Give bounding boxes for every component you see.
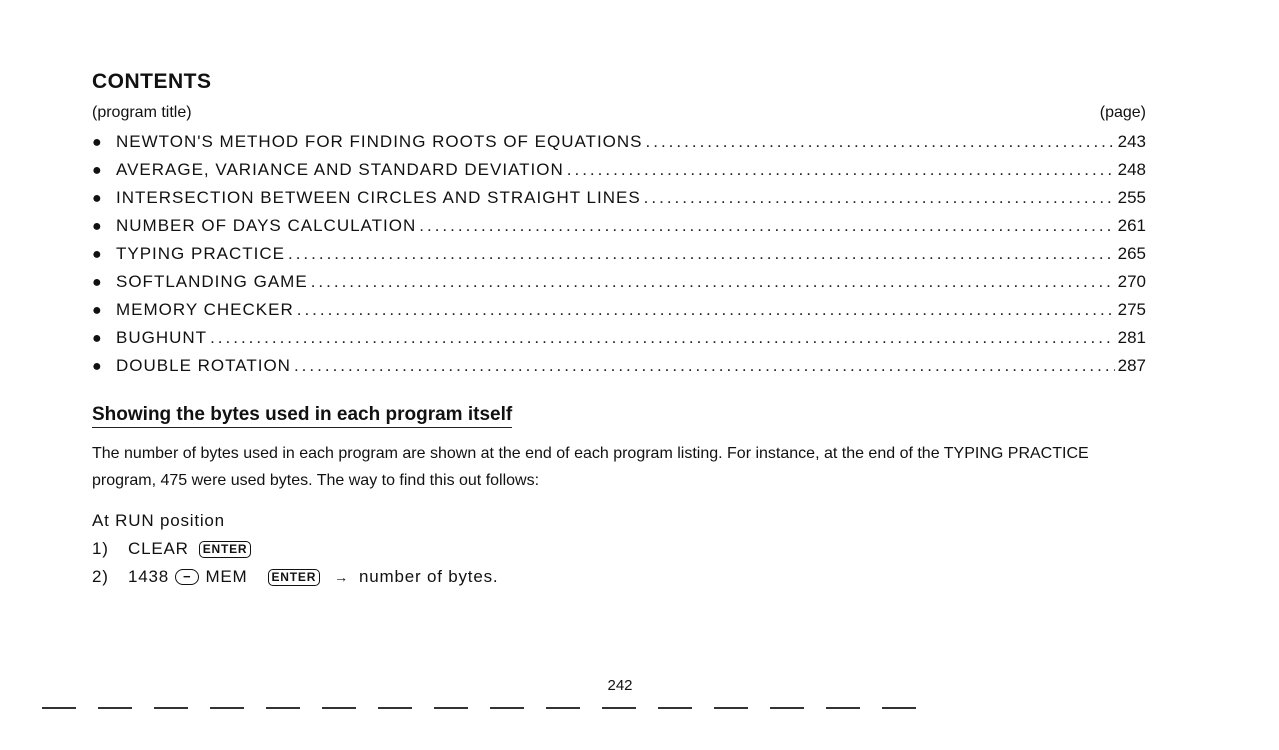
bullet-icon: ● — [92, 274, 103, 291]
procedure-steps — [92, 507, 498, 591]
toc-entry-page: 265 — [1117, 244, 1146, 263]
toc-entry-page: 255 — [1117, 188, 1146, 207]
toc-entry — [92, 188, 1146, 216]
toc-entry-title: SOFTLANDING GAME — [116, 272, 308, 291]
dot-leader — [297, 300, 1115, 320]
dot-leader — [210, 328, 1115, 348]
bullet-icon: ● — [92, 246, 103, 263]
bullet-icon: ● — [92, 330, 103, 347]
minus-key-icon: − — [175, 569, 199, 585]
toc-entry-page: 261 — [1117, 216, 1146, 235]
toc-entry — [92, 132, 1146, 160]
document-page — [92, 0, 1146, 750]
toc-entry — [92, 216, 1146, 244]
dot-leader — [288, 244, 1115, 264]
toc-entry-title: BUGHUNT — [116, 328, 208, 347]
toc-entry-title: MEMORY CHECKER — [116, 300, 294, 319]
dot-leader — [644, 188, 1115, 208]
toc-entry — [92, 160, 1146, 188]
bullet-icon: ● — [92, 190, 103, 207]
contents-title: CONTENTS — [92, 70, 212, 93]
column-headers — [92, 104, 1146, 122]
toc-entry-title: TYPING PRACTICE — [116, 244, 285, 263]
step-number: 2) — [92, 567, 109, 586]
enter-key-icon: ENTER — [199, 541, 252, 558]
toc-entry-page: 275 — [1117, 300, 1146, 319]
bullet-icon: ● — [92, 162, 103, 179]
dot-leader — [419, 216, 1114, 236]
toc-entry — [92, 300, 1146, 328]
run-position-text: At RUN position — [92, 511, 225, 530]
bytes-section-heading: Showing the bytes used in each program itself — [92, 404, 512, 428]
bullet-icon: ● — [92, 302, 103, 319]
step-2 — [92, 563, 498, 591]
mem-command: MEM — [205, 567, 248, 586]
toc-entry-page: 270 — [1117, 272, 1146, 291]
run-position-line — [92, 507, 498, 535]
toc-entry-title: INTERSECTION BETWEEN CIRCLES AND STRAIGHT LINES — [116, 188, 641, 207]
footer-dashed-rule — [42, 707, 934, 709]
toc-entry-title: DOUBLE ROTATION — [116, 356, 291, 375]
dot-leader — [311, 272, 1115, 292]
toc-entry-page: 243 — [1117, 132, 1146, 151]
toc-entry-title: NEWTON'S METHOD FOR FINDING ROOTS OF EQUATIONS — [116, 132, 643, 151]
right-arrow-icon: → — [334, 569, 349, 585]
bytes-explanation-paragraph: The number of bytes used in each program are shown at the end of each program listing. For instance, at the end of the TYPING PRACTICE program, 475 were used bytes. The way to find this out follows: — [92, 445, 1089, 489]
page-number: 242 — [607, 677, 633, 694]
bullet-icon: ● — [92, 358, 103, 375]
toc-entry-page: 248 — [1117, 160, 1146, 179]
toc-entry — [92, 272, 1146, 300]
toc-entry — [92, 328, 1146, 356]
dot-leader — [646, 132, 1115, 152]
address-value: 1438 — [128, 567, 170, 586]
toc-entry — [92, 244, 1146, 272]
toc-entry-page: 287 — [1117, 356, 1146, 375]
result-text: number of bytes. — [358, 567, 499, 586]
toc-entry-title: AVERAGE, VARIANCE AND STANDARD DEVIATION — [116, 160, 564, 179]
step-1 — [92, 535, 498, 563]
program-title-column-label: (program title) — [92, 104, 192, 121]
clear-command: CLEAR — [128, 539, 189, 558]
toc-entry-title: NUMBER OF DAYS CALCULATION — [116, 216, 417, 235]
dot-leader — [294, 356, 1115, 376]
enter-key-icon: ENTER — [268, 569, 321, 586]
toc-entry — [92, 356, 1146, 384]
table-of-contents — [92, 132, 1146, 384]
step-number: 1) — [92, 539, 109, 558]
bullet-icon: ● — [92, 134, 103, 151]
page-column-label: (page) — [1099, 104, 1146, 121]
bullet-icon: ● — [92, 218, 103, 235]
toc-entry-page: 281 — [1117, 328, 1146, 347]
dot-leader — [567, 160, 1115, 180]
